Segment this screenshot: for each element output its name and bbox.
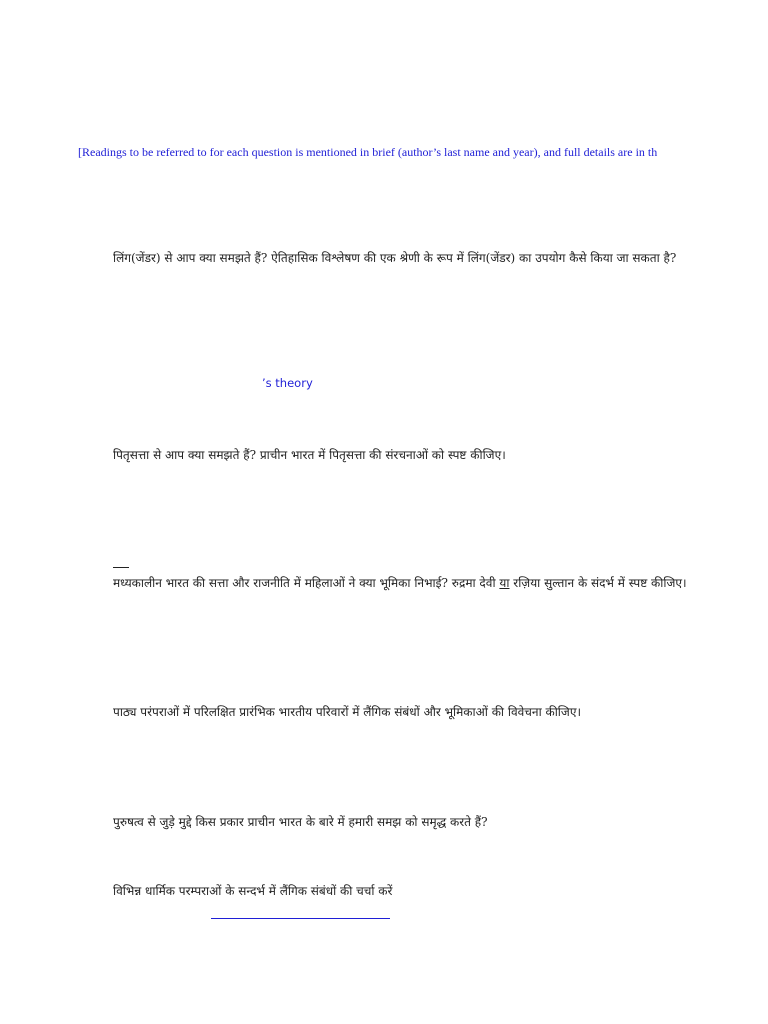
underline-mark	[113, 567, 129, 568]
question-5: पुरुषत्व से जुड़े मुद्दे किस प्रकार प्राचीन भारत के बारे में हमारी समझ को समृद्ध करते हैं?	[113, 815, 488, 829]
question-3	[113, 573, 693, 593]
question-1: लिंग(जेंडर) से आप क्या समझते हैं? ऐतिहासिक विश्लेषण की एक श्रेणी के रूप में लिंग(जेंडर) का उपयोग कैसे किया जा सकता है?	[113, 251, 677, 265]
question-3-part-1: मध्यकालीन भारत की सत्ता और राजनीति में महिलाओं ने क्या भूमिका निभाई? रुद्रमा देवी	[113, 576, 500, 590]
question-3-underlined-word: या	[499, 576, 510, 590]
readings-note: [Readings to be referred to for each question is mentioned in brief (author’s last name and year), and full details are in th	[78, 145, 658, 159]
question-6: विभिन्न धार्मिक परम्पराओं के सन्दर्भ में लैंगिक संबंधों की चर्चा करें	[113, 884, 393, 898]
question-3-part-2: रज़िया सुल्तान के संदर्भ में स्पष्ट कीजिए।	[509, 576, 687, 590]
theory-fragment: ’s theory	[262, 376, 313, 390]
link-underline[interactable]	[211, 918, 390, 919]
question-2: पितृसत्ता से आप क्या समझते हैं? प्राचीन भारत में पितृसत्ता की संरचनाओं को स्पष्ट कीजिए।	[113, 448, 506, 462]
question-4: पाठ्य परंपराओं में परिलक्षित प्रारंभिक भारतीय परिवारों में लैंगिक संबंधों और भूमिकाओं की विवेचना कीजिए।	[113, 705, 582, 719]
